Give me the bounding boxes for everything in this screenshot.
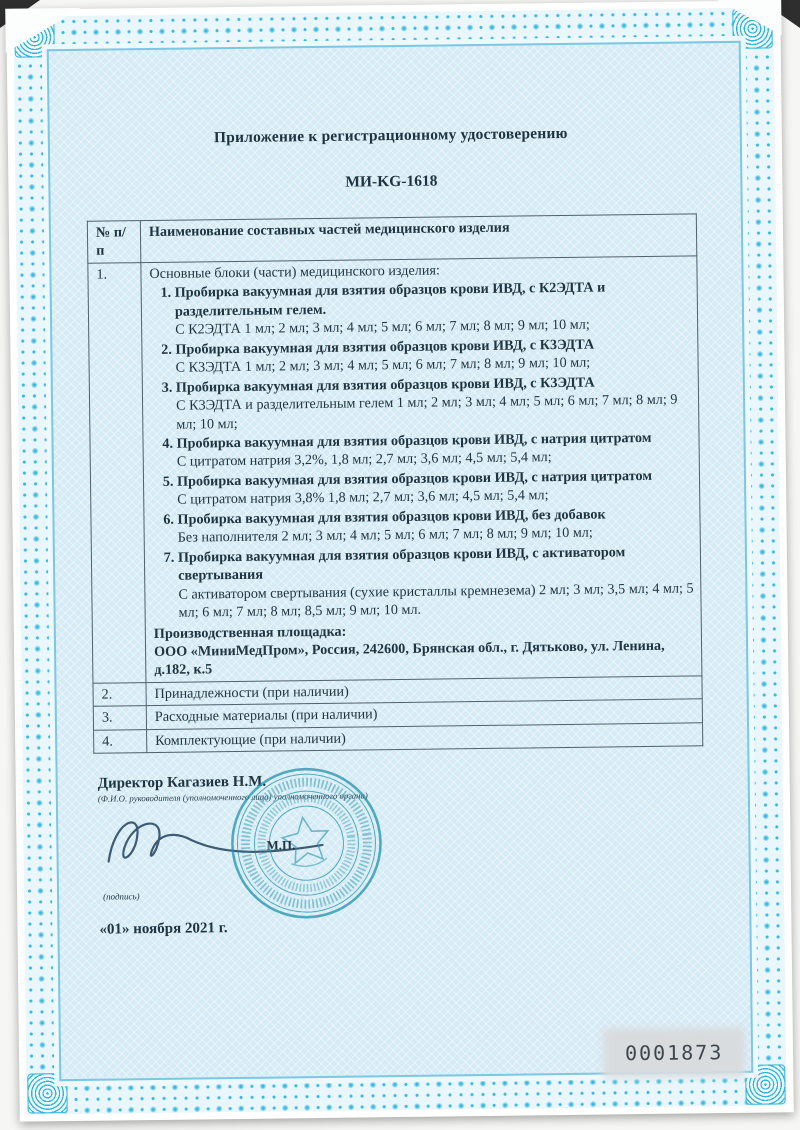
signature-area xyxy=(98,797,705,920)
mp-label: М.П. xyxy=(266,837,296,853)
component-title: Пробирка вакуумная для взятия образцов крови ИВД, с активатором свертывания xyxy=(177,543,626,584)
table-row xyxy=(88,256,702,683)
col-header-num: № п/п xyxy=(87,221,141,264)
table-header-row xyxy=(87,214,696,263)
component-title: Пробирка вакуумная для взятия образцов крови ИВД, с К3ЭДТА xyxy=(175,374,595,396)
row-content: Комплектующие (при наличии) xyxy=(147,723,703,753)
production-site-address: ООО «МиниМедПром», Россия, 242600, Брянская обл., г. Дятьково, ул. Ленина, д.182, к.5 xyxy=(153,637,665,679)
row-number: 3. xyxy=(93,706,146,730)
component-detail: С К3ЭДТА 1 мл; 2 мл; 3 мл; 4 мл; 5 мл; 6 мл; 7 мл; 8 мл; 9 мл; 10 мл; xyxy=(175,354,591,376)
row-content: Расходные материалы (при наличии) xyxy=(146,699,702,729)
page-fold xyxy=(717,0,781,36)
component-detail: С активатором свертывания (сухие кристаллы кремнезема) 2 мл; 3 мл; 3,5 мл; 4 мл; 5 мл; 6 мл; 7 мл; 8 мл; 8,5 мл; 9 мл; 10 мл. xyxy=(178,580,694,621)
component-item xyxy=(176,372,693,434)
director-name: Директор Кагазиев Н.М. xyxy=(97,773,267,792)
component-item xyxy=(176,428,692,471)
components-table xyxy=(87,213,703,754)
document-date: «01» ноября 2021 г. xyxy=(99,920,228,938)
document-content xyxy=(49,43,752,1079)
col-header-name: Наименование составных частей медицинского изделия xyxy=(140,214,696,263)
component-item xyxy=(177,504,693,547)
serial-number: 0001873 xyxy=(611,1035,738,1070)
components-list xyxy=(150,278,695,623)
component-title: Пробирка вакуумная для взятия образцов крови ИВД, с К3ЭДТА xyxy=(175,336,595,358)
component-item xyxy=(175,334,691,377)
round-stamp xyxy=(218,754,396,932)
page-fold xyxy=(5,8,82,53)
document-page xyxy=(6,0,794,1121)
document-field xyxy=(47,41,754,1081)
row-content: Принадлежности (при наличии) xyxy=(146,676,702,706)
component-detail: С К3ЭДТА и разделительным гелем 1 мл; 2 мл; 3 мл; 4 мл; 5 мл; 6 мл; 7 мл; 8 мл; 9 мл; 10 мл; xyxy=(175,391,678,433)
component-detail: С К2ЭДТА 1 мл; 2 мл; 3 мл; 4 мл; 5 мл; 6 мл; 7 мл; 8 мл; 9 мл; 10 мл; xyxy=(175,316,590,338)
component-detail: С цитратом натрия 3,8% 1,8 мл; 2,7 мл; 3,6 мл; 4,5 мл; 5,4 мл; xyxy=(177,487,549,509)
row-number: 4. xyxy=(94,729,147,753)
signature-block xyxy=(98,769,706,939)
document-number: МИ-KG-1618 xyxy=(345,172,438,191)
production-site-label: Производственная площадка: xyxy=(153,623,347,642)
component-title: Пробирка вакуумная для взятия образцов крови ИВД, с К2ЭДТА и разделительным гелем. xyxy=(174,279,606,320)
document-title: Приложение к регистрационному удостоверению xyxy=(213,124,568,147)
component-item xyxy=(178,542,695,622)
component-title: Пробирка вакуумная для взятия образцов крови ИВД, с натрия цитратом xyxy=(176,429,652,452)
director-note: (Ф.И.О. руководителя (уполномоченного лица) уполномоченного органа) xyxy=(97,790,368,804)
row-number: 1. xyxy=(88,263,146,684)
component-title: Пробирка вакуумная для взятия образцов крови ИВД, без добавок xyxy=(177,506,606,528)
signature-note: (подпись) xyxy=(103,891,140,902)
component-detail: С цитратом натрия 3,2%, 1,8 мл; 2,7 мл; 3,6 мл; 4,5 мл; 5,4 мл; xyxy=(176,449,552,471)
component-title: Пробирка вакуумная для взятия образцов крови ИВД, с натрия цитратом xyxy=(176,467,653,490)
component-item xyxy=(177,466,693,509)
component-item xyxy=(175,278,692,340)
component-detail: Без наполнителя 2 мл; 3 мл; 4 мл; 5 мл; 6 мл; 7 мл; 8 мл; 9 мл; 10 мл; xyxy=(177,524,593,546)
components-intro: Основные блоки (части) медицинского изделия: xyxy=(149,262,440,282)
row-number: 2. xyxy=(93,682,146,706)
row-content xyxy=(141,256,702,683)
